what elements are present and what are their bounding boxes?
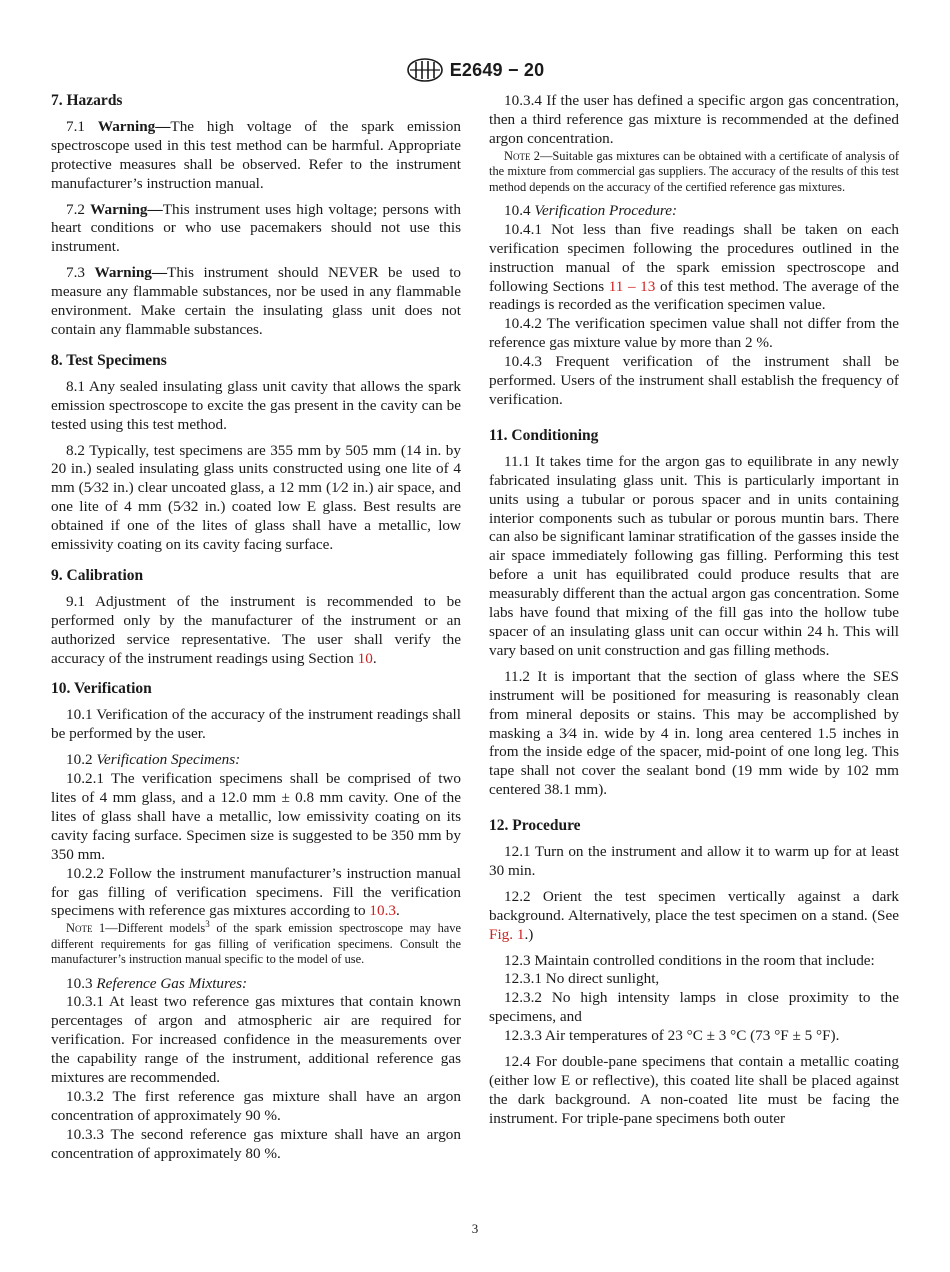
paragraph-10-4-3: 10.4.3 Frequent verification of the instrument shall be performed. Users of the instrument shall establish the frequency of verification. <box>489 353 899 408</box>
paragraph-10-2-1: 10.2.1 The verification specimens shall be comprised of two lites of 4 mm glass, and a 12.0 mm ± 0.8 mm cavity. One of the lites of glass shall have a metallic, low emissivity coating on its cavity facing surface. Specimen size is suggested to be 350 mm by 350 mm. <box>51 770 461 863</box>
paragraph-7-3: 7.3 Warning—This instrument should NEVER be used to measure any flammable substances, nor be used in any flammable environment. Make certain the insulating glass unit does not contain any flammable substances. <box>51 264 462 338</box>
paragraph-7-1: 7.1 Warning—The high voltage of the spark emission spectroscope used in this test method can be harmful. Appropriate protective measures shall be observed. Refer to the instrument manufacturer’s instruction manual. <box>51 117 461 192</box>
paragraph-10-3-1: 10.3.1 At least two reference gas mixtures that contain known percentages of argon and atmospheric air are required for verification. For increased confidence in the measurements over the capability range of the instrument, additional reference gas mixtures are recommended. <box>51 993 461 1087</box>
right-column <box>489 92 899 1129</box>
section-9-heading: 9. Calibration <box>51 566 144 584</box>
section-10-3-link[interactable]: 10.3 <box>369 902 396 920</box>
document-designation: E2649 − 20 <box>449 59 545 80</box>
left-column <box>51 92 461 1164</box>
paragraph-7-2: 7.2 Warning—This instrument uses high voltage; persons with heart conditions or who use pacemakers should not use this instrument. <box>51 200 461 256</box>
page-number: 3 <box>471 1221 479 1236</box>
section-10-link[interactable]: 10 <box>357 649 373 667</box>
paragraph-12-3-1: 12.3.1 No direct sunlight, <box>504 970 660 988</box>
section-12-heading: 12. Procedure <box>489 817 581 835</box>
paragraph-10-4-2: 10.4.2 The verification specimen value shall not differ from the reference gas mixture value by more than 2 %. <box>489 315 899 352</box>
paragraph-12-2: 12.2 Orient the test specimen vertically against a dark background. Alternatively, place the test specimen on a stand. (See Fig. 1.) <box>489 887 899 943</box>
paragraph-10-2: 10.2 Verification Specimens: <box>66 751 241 769</box>
paragraph-8-1: 8.1 Any sealed insulating glass unit cavity that allows the spark emission spectroscope to excite the gas present in the cavity can be tested using this test method. <box>51 377 461 433</box>
paragraph-8-2: 8.2 Typically, test specimens are 355 mm by 505 mm (14 in. by 20 in.) sealed insulating glass units constructed using one lite of 4 mm (5⁄32 in.) clear uncoated glass, a 12 mm (1⁄2 in.) air space, and one lite of 4 mm (5⁄32 in.) coated low E glass. Best results are obtained if one of the lites of glass shall have a metallic, low emissivity coating on its cavity facing surface. <box>51 441 461 554</box>
paragraph-12-3-3: 12.3.3 Air temperatures of 23 °C ± 3 °C (73 °F ± 5 °F). <box>504 1027 840 1045</box>
paragraph-9-1: 9.1 Adjustment of the instrument is recommended to be performed only by the manufacturer of the instrument or an authorized service representative. The user shall verify the accuracy of the instrument readings using Section 10. <box>51 592 461 667</box>
paragraph-10-1: 10.1 Verification of the accuracy of the instrument readings shall be performed by the user. <box>51 706 461 743</box>
page-header <box>0 57 950 83</box>
section-10-heading: 10. Verification <box>51 680 152 698</box>
paragraph-10-4-1: 10.4.1 Not less than five readings shall be taken on each verification specimen following the procedures outlined in the instruction manual of the spark emission spectroscope and following Sections 11 – 13 of this test method. The average of the readings is recorded as the verification specimen value. <box>489 220 900 314</box>
paragraph-10-3-4: 10.3.4 If the user has defined a specific argon gas concentration, then a third reference gas mixture is recommended at the defined argon concentration. <box>489 92 899 147</box>
paragraph-10-3: 10.3 Reference Gas Mixtures: <box>66 974 248 992</box>
paragraph-12-3: 12.3 Maintain controlled conditions in the room that include: <box>504 951 875 969</box>
section-11-heading: 11. Conditioning <box>489 426 599 444</box>
note-2: Note 2—Suitable gas mixtures can be obtained with a certificate of analysis of the mixture from commercial gas suppliers. The accuracy of the results of this test method depends on the accuracy of the certified reference gas mixtures. <box>489 148 899 194</box>
paragraph-12-4: 12.4 For double-pane specimens that contain a metallic coating (either low E or reflective), this coated lite shall be placed against the dark background. A non-coated lite must be facing the instrument. For triple-pane specimens both outer <box>489 1053 899 1127</box>
paragraph-10-4: 10.4 Verification Procedure: <box>504 201 678 219</box>
paragraph-11-1: 11.1 It takes time for the argon gas to equilibrate in any newly fabricated insulating glass unit. This is particularly important in units using a tubular or porous spacer and in units containing interior components such as tubular or porous muntin bars. There can also be significant laminar stratification of the gasses inside the air space immediately following gas filling. Performing this test before a unit has equilibrated could produce results that are measurably different than the actual argon gas concentration. Some labs have found that mixing of the fill gas into the hollow tube spacer of an insulating glass unit can occur within 24 h. This will vary based on unit construction and gas filling methods. <box>489 452 899 659</box>
paragraph-10-3-2: 10.3.2 The first reference gas mixture shall have an argon concentration of approximately 90 %. <box>51 1088 461 1124</box>
section-8-heading: 8. Test Specimens <box>51 351 167 369</box>
paragraph-12-3-2: 12.3.2 No high intensity lamps in close proximity to the specimens, and <box>489 989 899 1026</box>
note-1: Note 1—Different models$^3$ of the spark emission spectroscope may have different requirements for gas filling of verification specimens. Consult the manufacturer’s instruction manual specific to the model of use. <box>51 919 461 967</box>
paragraph-10-2-2: 10.2.2 Follow the instrument manufacturer’s instruction manual for gas filling of verification specimens. Fill the verification specimens with reference gas mixtures according to 10.3. <box>51 864 461 920</box>
astm-logo-icon <box>406 58 444 82</box>
figure-1-link[interactable]: Fig. 1 <box>489 925 525 943</box>
paragraph-12-1: 12.1 Turn on the instrument and allow it to warm up for at least 30 min. <box>489 843 899 879</box>
sections-11-13-link[interactable]: 11 – 13 <box>608 277 656 295</box>
section-7-heading: 7. Hazards <box>51 92 123 109</box>
paragraph-10-3-3: 10.3.3 The second reference gas mixture shall have an argon concentration of approximately 80 %. <box>51 1125 461 1162</box>
paragraph-11-2: 11.2 It is important that the section of glass where the SES instrument will be positioned for measuring is reasonably clean from mineral deposits or stains. This may be accomplished by masking a 3⁄4 in. wide by 4 in. long area centered 1.5 inches in from the inside edge of the spacer, mid-point of one long leg. This tape shall not cover the sealant bond (19 mm wide by 102 mm centered 38.1 mm). <box>489 667 899 799</box>
